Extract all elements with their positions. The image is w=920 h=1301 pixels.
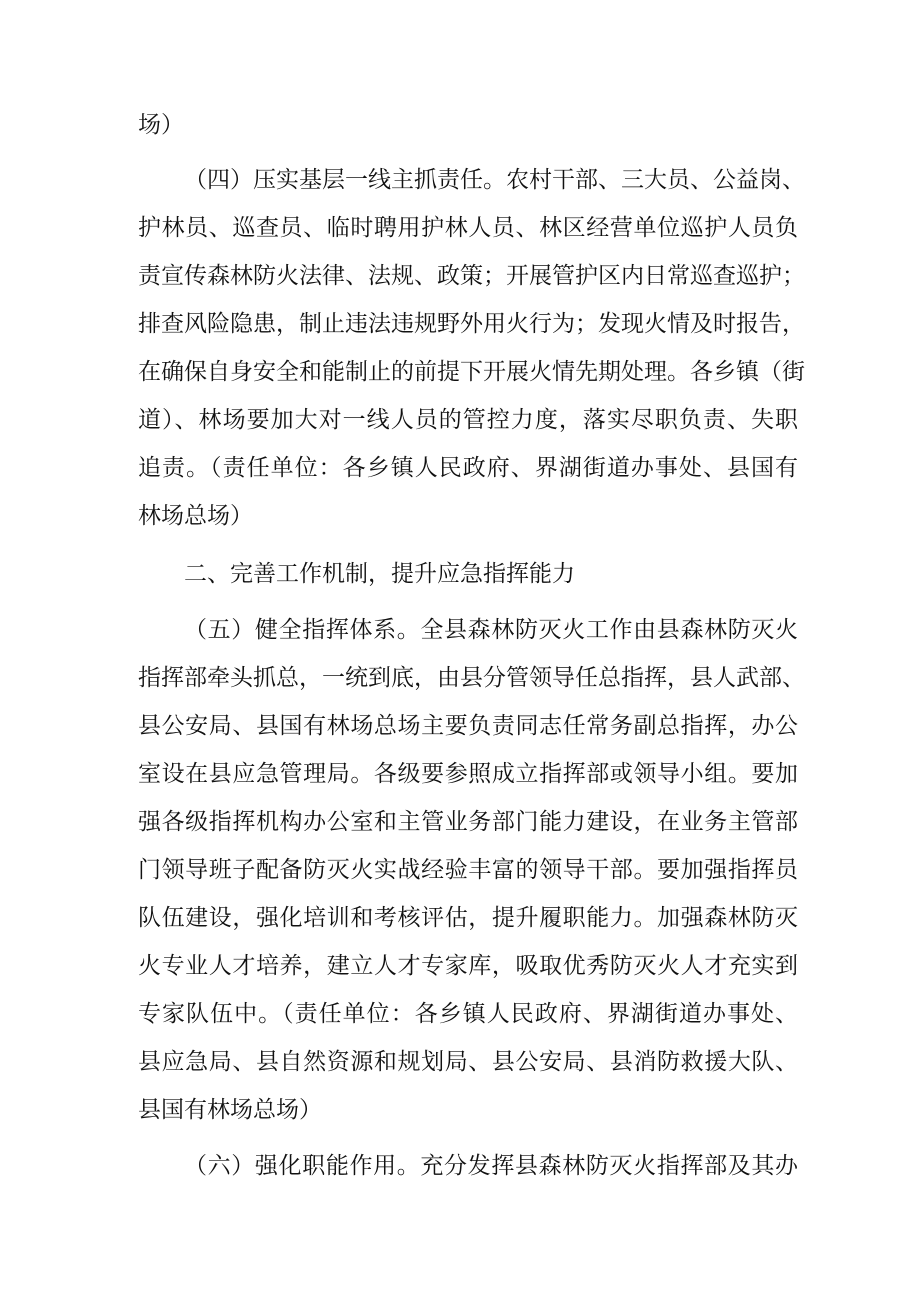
paragraph-6-heading-line: （六）强化职能作用。充分发挥县森林防灭火指挥部及其办	[184, 1153, 798, 1179]
text-line: 林场总场）	[138, 503, 253, 529]
text-line: 追责。（责任单位：各乡镇人民政府、界湖街道办事处、县国有	[138, 455, 798, 481]
text-line: 室设在县应急管理局。各级要参照成立指挥部或领导小组。要加	[138, 761, 798, 787]
text-line: 在确保自身安全和能制止的前提下开展火情先期处理。各乡镇（街	[138, 359, 805, 385]
text-line: 队伍建设，强化培训和考核评估，提升履职能力。加强森林防灭	[138, 905, 798, 931]
text-line: 排查风险隐患，制止违法违规野外用火行为；发现火情及时报告，	[138, 311, 805, 337]
text-line: 责宣传森林防火法律、法规、政策；开展管护区内日常巡查巡护；	[138, 263, 805, 289]
text-line: 道）、林场要加大对一线人员的管控力度，落实尽职负责、失职	[138, 407, 798, 433]
text-line: 专家队伍中。（责任单位：各乡镇人民政府、界湖街道办事处、	[138, 1001, 798, 1027]
text-line: 火专业人才培养，建立人才专家库，吸取优秀防灭火人才充实到	[138, 953, 798, 979]
text-line: 指挥部牵头抓总，一统到底，由县分管领导任总指挥，县人武部、	[138, 665, 805, 691]
text-line: 县国有林场总场）	[138, 1097, 322, 1123]
text-line: 县应急局、县自然资源和规划局、县公安局、县消防救援大队、	[138, 1049, 798, 1075]
text-line: 护林员、巡查员、临时聘用护林人员、林区经营单位巡护人员负	[138, 215, 798, 241]
paragraph-4-heading-line: （四）压实基层一线主抓责任。农村干部、三大员、公益岗、	[184, 167, 805, 193]
text-line: 场）	[138, 112, 184, 138]
text-line: 强各级指挥机构办公室和主管业务部门能力建设，在业务主管部	[138, 809, 798, 835]
text-line: 县公安局、县国有林场总场主要负责同志任常务副总指挥，办公	[138, 713, 798, 739]
section-heading: 二、完善工作机制，提升应急指挥能力	[184, 561, 575, 587]
text-line: 门领导班子配备防灭火实战经验丰富的领导干部。要加强指挥员	[138, 857, 798, 883]
paragraph-5-heading-line: （五）健全指挥体系。全县森林防灭火工作由县森林防灭火	[184, 617, 798, 643]
